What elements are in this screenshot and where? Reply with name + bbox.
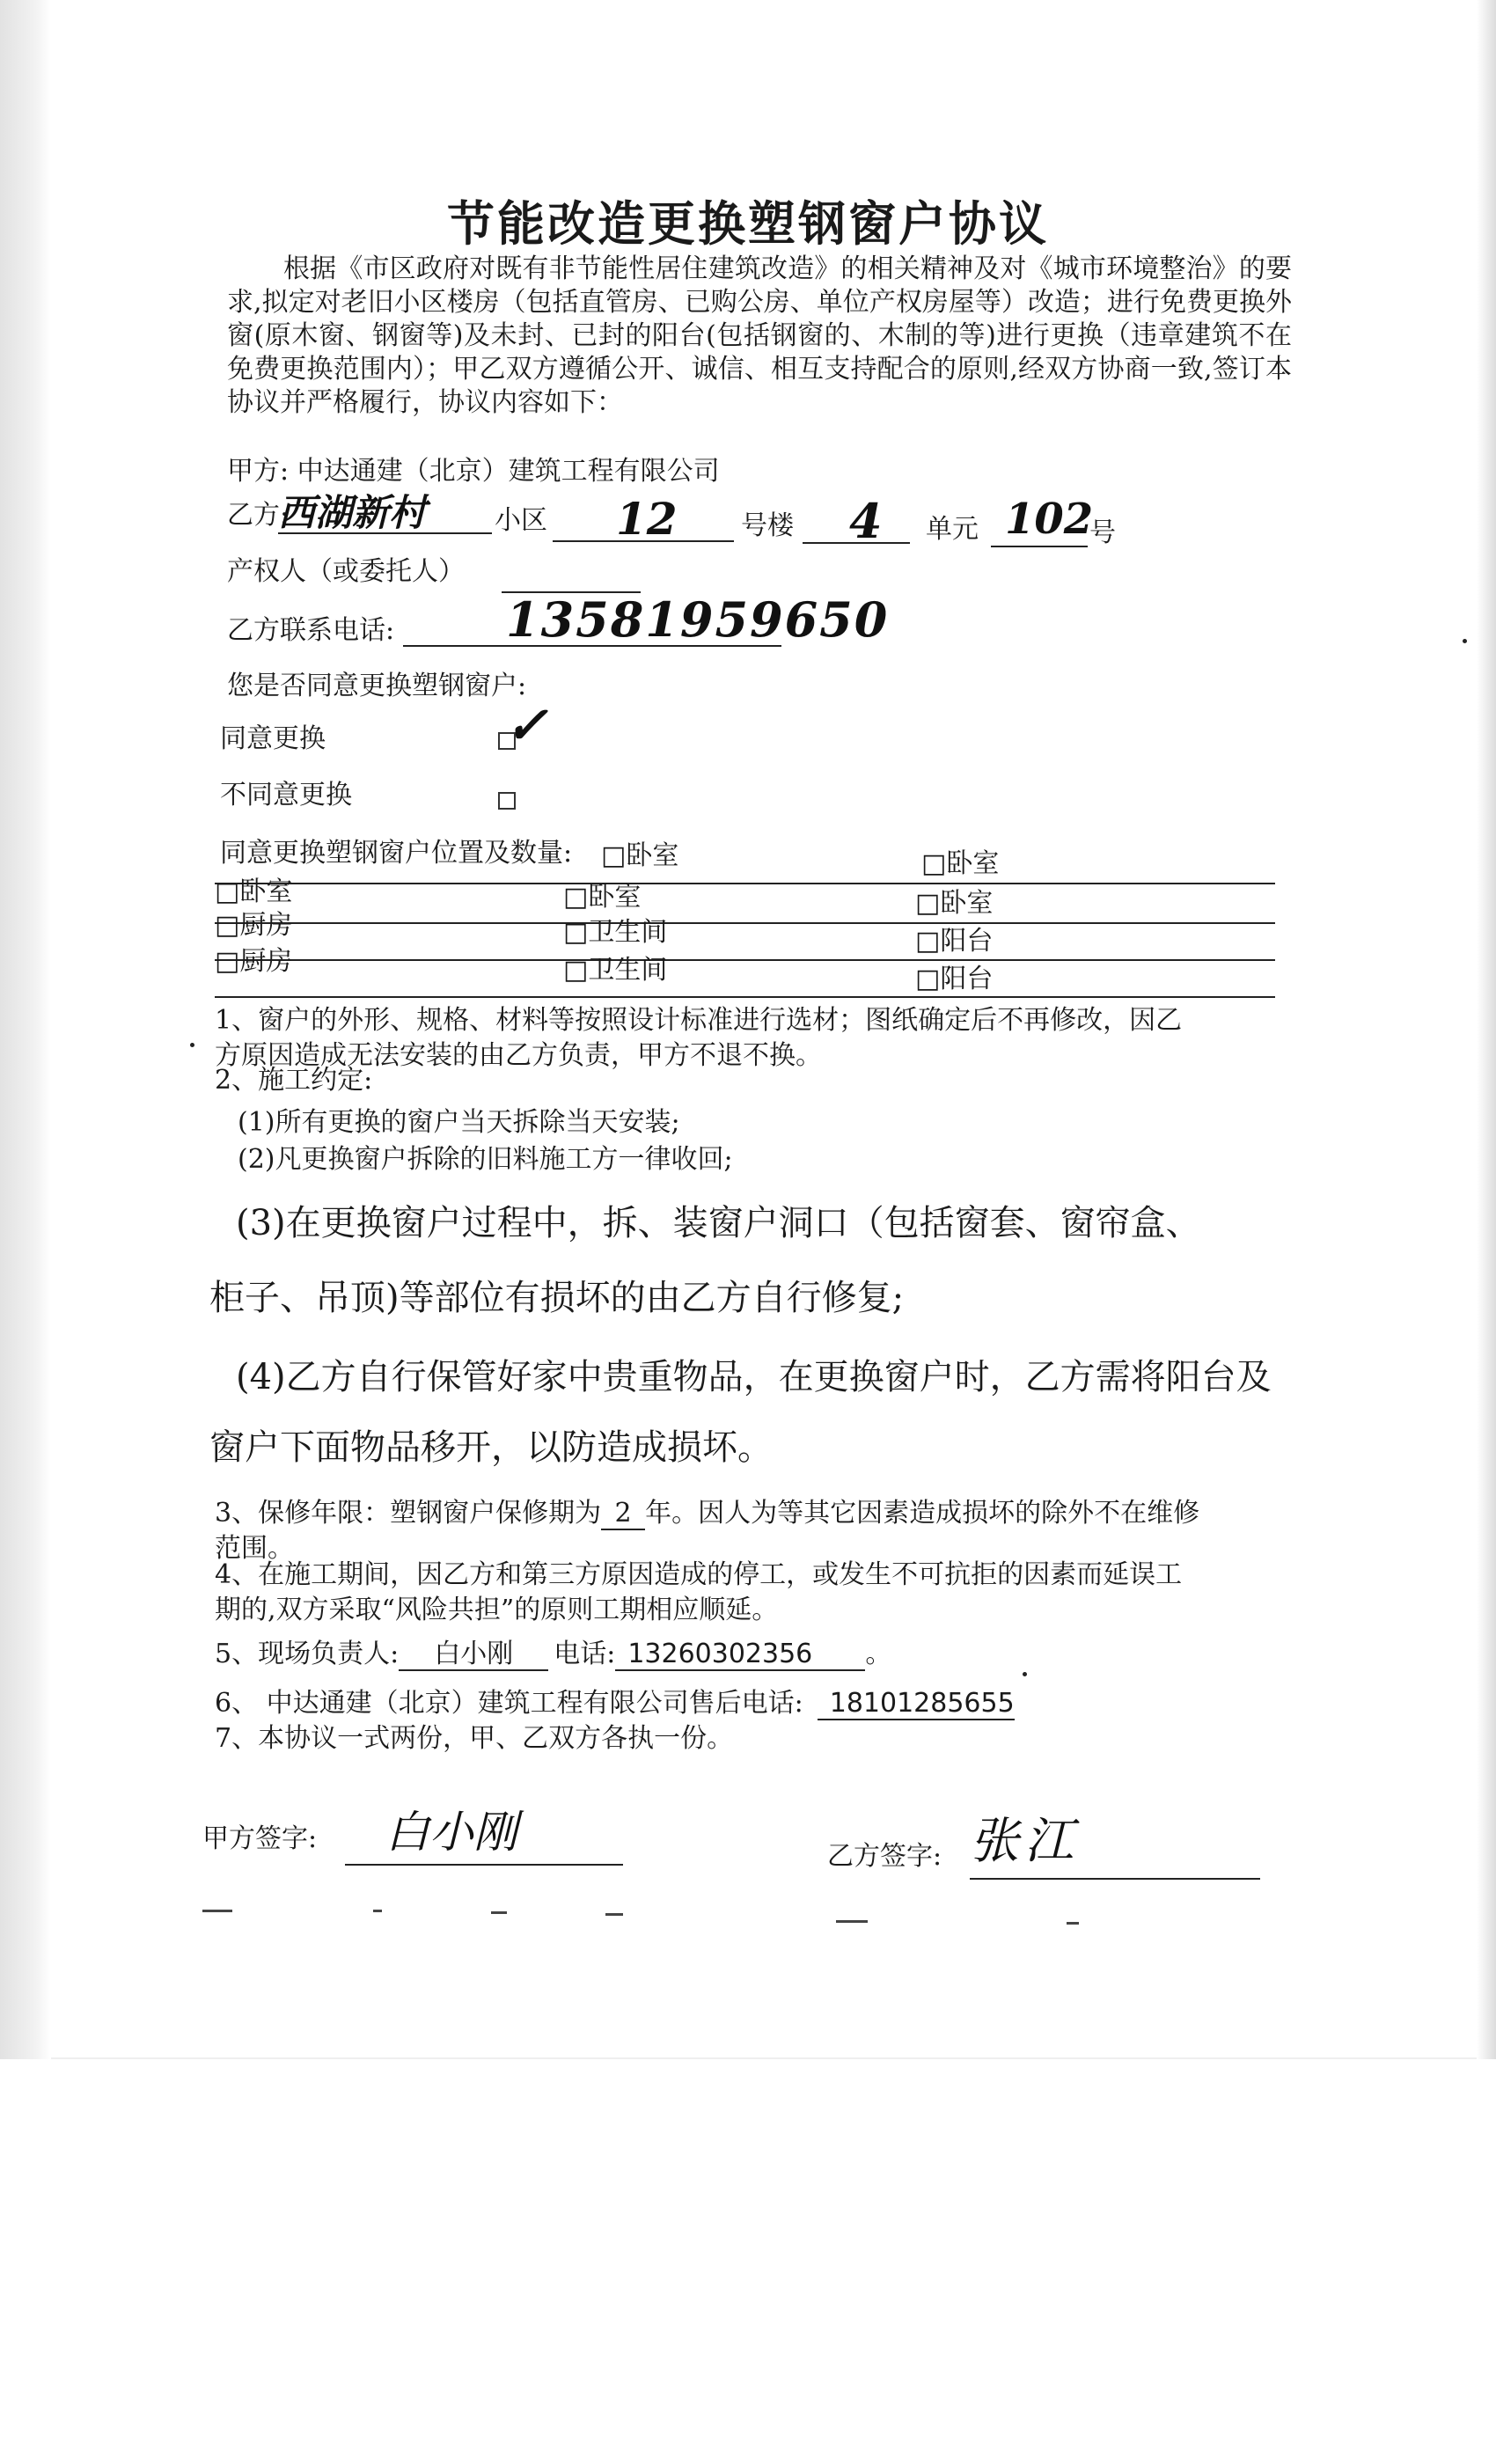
clause-2-item-2: (2)凡更换窗户拆除的旧料施工方一律收回; <box>238 1144 733 1175</box>
clause-3-prefix: 3、保修年限：塑钢窗户保修期为 <box>215 1498 602 1529</box>
clause-2-item-1: (1)所有更换的窗户当天拆除当天安装; <box>238 1107 680 1138</box>
clause-1-line-2: 方原因造成无法安装的由乙方负责，甲方不退不换。 <box>215 1040 822 1071</box>
community-underline <box>278 532 492 534</box>
cut-off-mark <box>202 1910 232 1912</box>
building-suffix: 号楼 <box>741 510 794 541</box>
cut-off-mark <box>373 1910 382 1912</box>
clause-3-line-1 <box>215 1496 1199 1531</box>
disagree-label: 不同意更换 <box>220 780 352 810</box>
windows-label: 同意更换塑钢窗户位置及数量: <box>220 838 573 869</box>
clause-5-phone-label: 电话: <box>554 1639 616 1669</box>
party-a-label: 甲方: <box>227 456 290 487</box>
scan-speck <box>1023 1672 1027 1676</box>
table-rule <box>215 883 1275 884</box>
clause-2-item-3-line-1: (3)在更换窗户过程中，拆、装窗户洞口（包括窗套、窗帘盒、 <box>236 1203 1201 1243</box>
window-cell: □卧室 <box>921 848 1000 879</box>
cut-off-mark <box>836 1920 868 1923</box>
clause-2-title: 2、施工约定: <box>215 1065 373 1096</box>
site-manager-phone: 13260302356 <box>615 1639 865 1671</box>
window-cell: □卧室 <box>215 876 293 907</box>
table-rule <box>215 959 1275 961</box>
phone-underline <box>403 645 781 647</box>
owner-label: 产权人（或委托人） <box>227 556 465 587</box>
phone-label: 乙方联系电话: <box>227 615 395 646</box>
consent-question: 您是否同意更换塑钢窗户: <box>227 671 527 701</box>
window-cell: □厨房 <box>215 910 293 941</box>
disagree-checkbox[interactable] <box>498 792 516 810</box>
party-b-signature-label: 乙方签字: <box>827 1841 942 1872</box>
window-cell: □卫生间 <box>563 955 668 986</box>
intro-paragraph: 根据《市区政府对既有非节能性居住建筑改造》的相关精神及对《城市环境整治》的要求,拟定对老旧小区楼房（包括直管房、已购公房、单位产权房屋等）改造；进行免费更换外窗(原木窗、钢窗等)及未封、已封的阳台(包括钢窗的、木制的等)进行更换（违章建筑不在免费更换范围内）；甲乙双方遵循公开、诚信、相互支持配合的原则,经双方协商一致,签订本协议并严格履行，协议内容如下： <box>227 253 1292 418</box>
clause-4-line-2: 期的,双方采取“风险共担”的原则工期相应顺延。 <box>215 1595 779 1625</box>
clause-2-item-4-line-2: 窗户下面物品移开，以防造成损坏。 <box>209 1427 773 1468</box>
clause-5 <box>215 1637 891 1672</box>
clause-1-line-1: 1、窗户的外形、规格、材料等按照设计标准进行选材；图纸确定后不再修改，因乙 <box>215 1005 1183 1036</box>
clause-2-item-4-line-1: (4)乙方自行保管好家中贵重物品，在更换窗户时，乙方需将阳台及 <box>236 1357 1272 1397</box>
clause-7: 7、本协议一式两份，甲、乙双方各执一份。 <box>215 1723 734 1754</box>
window-cell: □卫生间 <box>563 917 668 948</box>
site-manager-name: 白小刚 <box>399 1639 548 1671</box>
room-value: 102 <box>1005 495 1094 544</box>
building-underline <box>553 540 734 542</box>
unit-value: 4 <box>849 493 883 549</box>
unit-suffix: 单元 <box>926 514 979 545</box>
clause-6-label: 6、 中达通建（北京）建筑工程有限公司售后电话: <box>215 1688 803 1719</box>
party-a-signature: 白小刚 <box>385 1807 517 1858</box>
window-cell: □卧室 <box>915 888 994 919</box>
community-value: 西湖新村 <box>278 491 427 534</box>
building-value: 12 <box>616 493 678 545</box>
clause-2-item-3-line-2: 柜子、吊顶)等部位有损坏的由乙方自行修复; <box>209 1278 905 1318</box>
party-b-signature: 张江 <box>970 1813 1079 1870</box>
party-b-label: 乙方: <box>227 500 290 531</box>
window-cell: □卧室 <box>563 882 642 913</box>
clause-3-line-2: 范围。 <box>215 1533 294 1564</box>
cut-off-mark <box>491 1911 507 1914</box>
window-cell: □阳台 <box>915 926 994 957</box>
table-rule <box>215 922 1275 924</box>
clause-5-prefix: 5、现场负责人: <box>215 1639 400 1669</box>
party-a-signature-line <box>345 1864 623 1866</box>
community-suffix: 小区 <box>495 505 547 536</box>
window-cell: □阳台 <box>915 964 994 994</box>
table-rule <box>215 996 1275 998</box>
party-a-signature-label: 甲方签字: <box>202 1823 318 1854</box>
window-cell: □卧室 <box>601 840 679 871</box>
scan-speck <box>1463 639 1467 643</box>
unit-underline <box>803 542 910 544</box>
check-mark-icon: ✓ <box>505 695 548 755</box>
phone-value: 13581959650 <box>506 591 890 648</box>
party-a-value: 中达通建（北京）建筑工程有限公司 <box>297 456 720 487</box>
scan-speck <box>190 1043 194 1047</box>
room-suffix: 号 <box>1089 517 1116 548</box>
cut-off-mark <box>1067 1922 1079 1925</box>
document-title: 节能改造更换塑钢窗户协议 <box>447 196 1049 252</box>
cut-off-mark <box>605 1913 623 1916</box>
clause-3-suffix: 年。因人为等其它因素造成损坏的除外不在维修 <box>645 1498 1200 1529</box>
agree-label: 同意更换 <box>220 723 326 754</box>
warranty-years: 2 <box>601 1499 645 1530</box>
after-sales-phone: 18101285655 <box>818 1689 1015 1720</box>
clause-5-end: 。 <box>865 1639 892 1669</box>
clause-6 <box>215 1686 1015 1721</box>
clause-4-line-1: 4、在施工期间，因乙方和第三方原因造成的停工，或发生不可抗拒的因素而延误工 <box>215 1559 1183 1590</box>
window-cell: □厨房 <box>215 946 293 977</box>
party-b-signature-line <box>970 1878 1260 1880</box>
room-underline <box>991 546 1088 547</box>
